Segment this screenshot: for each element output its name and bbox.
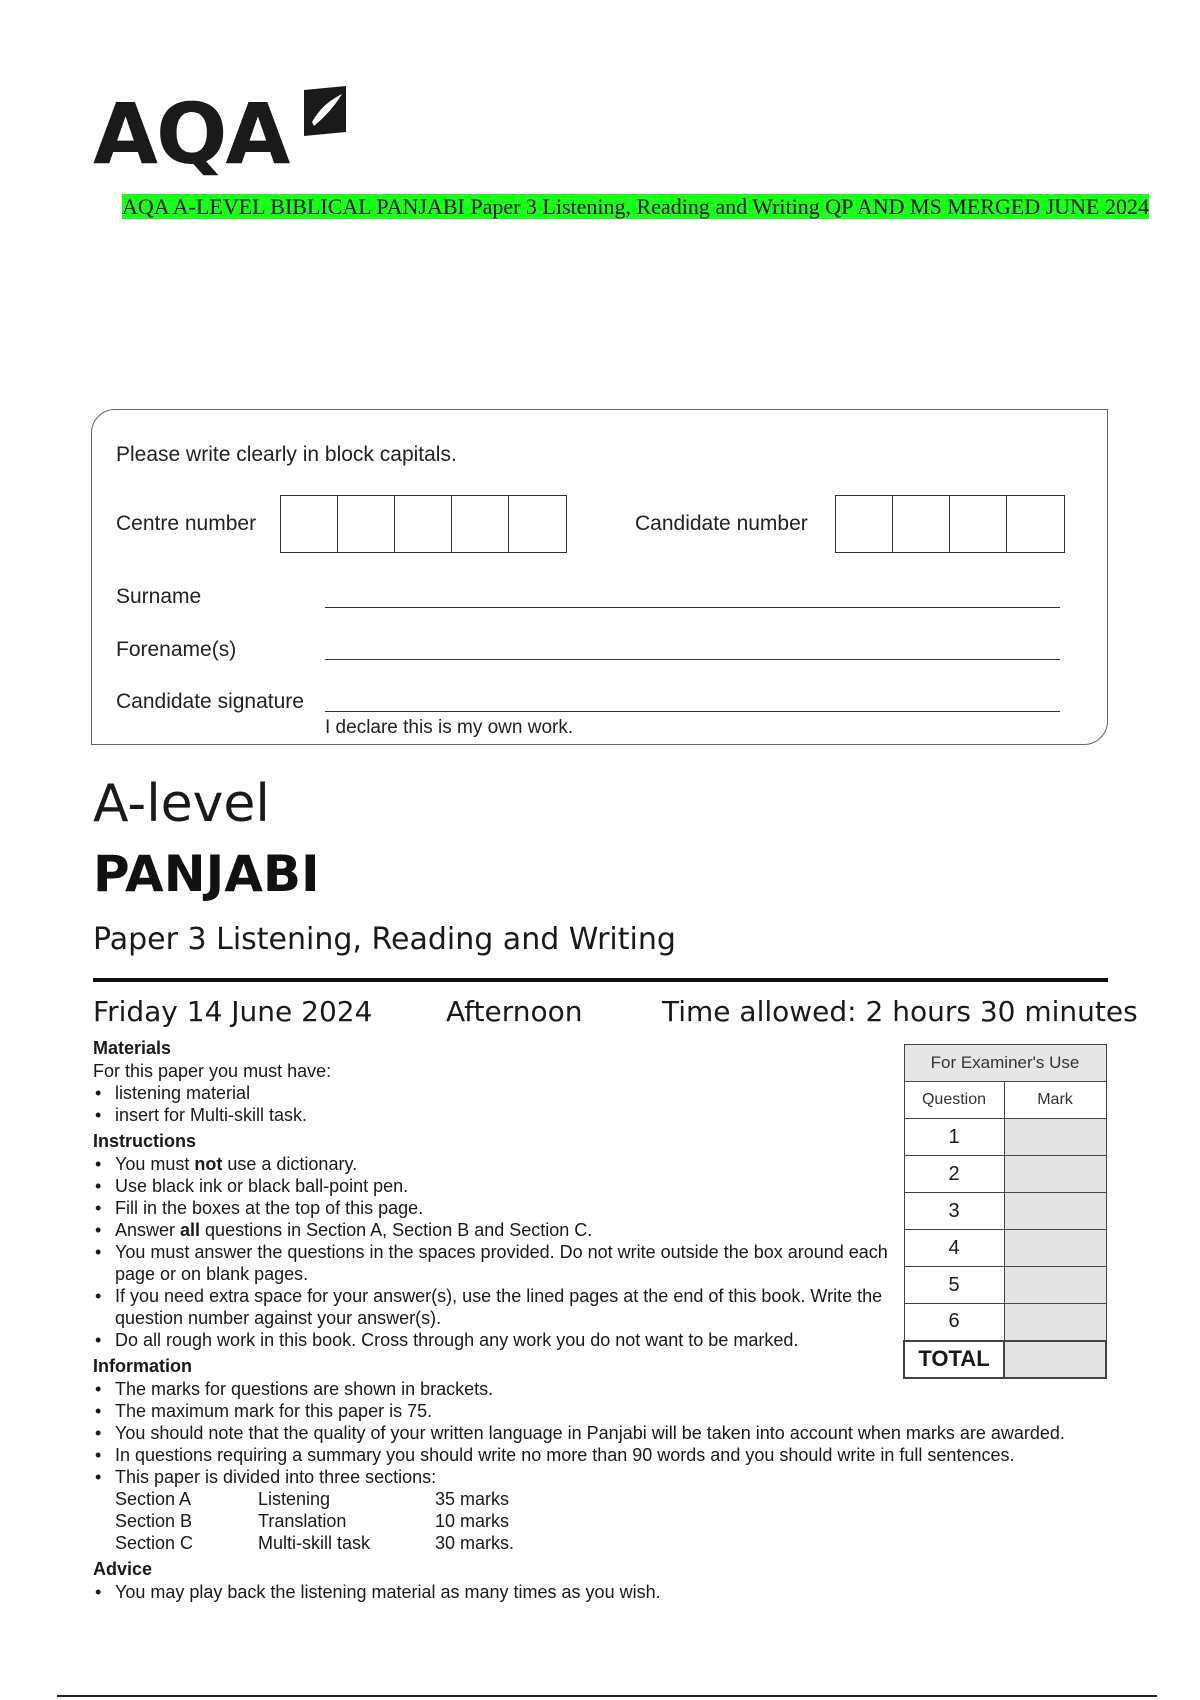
examiner-use-table xyxy=(903,1044,1107,1379)
logo-flag-icon xyxy=(300,86,350,140)
candidate-digit-box[interactable] xyxy=(1007,496,1064,552)
title-divider xyxy=(93,978,1108,982)
table-row xyxy=(904,1193,1106,1230)
section-marks: 30 marks. xyxy=(435,1533,515,1553)
question-column-header: Question xyxy=(904,1082,1004,1119)
exam-session: Afternoon xyxy=(446,995,583,1028)
declaration-text: I declare this is my own work. xyxy=(325,717,574,738)
question-number: 4 xyxy=(904,1230,1004,1267)
section-row xyxy=(115,1510,1153,1532)
materials-intro: For this paper you must have: xyxy=(93,1061,332,1081)
exam-date: Friday 14 June 2024 xyxy=(93,995,373,1028)
item-text: You must xyxy=(115,1154,195,1174)
table-row xyxy=(904,1267,1106,1304)
list-item: • Fill in the boxes at the top of this page. xyxy=(93,1197,893,1219)
candidate-digit-box[interactable] xyxy=(950,496,1007,552)
forename-line[interactable] xyxy=(325,659,1060,660)
information-heading: Information xyxy=(93,1356,192,1376)
section-marks: 10 marks xyxy=(435,1511,510,1531)
emphasis-text: not xyxy=(194,1154,223,1174)
table-row xyxy=(904,1304,1106,1341)
mark-cell xyxy=(1004,1193,1106,1230)
list-item: • Use black ink or black ball-point pen. xyxy=(93,1175,893,1197)
centre-digit-box[interactable] xyxy=(338,496,395,552)
candidate-digit-box[interactable] xyxy=(836,496,893,552)
list-item: • You may play back the listening material as many times as you wish. xyxy=(93,1581,1153,1603)
question-number: 3 xyxy=(904,1193,1004,1230)
question-number: 6 xyxy=(904,1304,1004,1341)
total-row xyxy=(904,1341,1106,1378)
candidate-number-label: Candidate number xyxy=(635,512,808,535)
question-number: 2 xyxy=(904,1156,1004,1193)
mark-cell xyxy=(1004,1156,1106,1193)
surname-label: Surname xyxy=(116,585,202,608)
mark-cell xyxy=(1004,1267,1106,1304)
emphasis-text: all xyxy=(180,1220,201,1240)
list-item: • You must answer the questions in the spaces provided. Do not write outside the box around each page or on blank pages. xyxy=(93,1241,893,1285)
qualification-level: A-level xyxy=(93,774,270,834)
section-row xyxy=(115,1488,1153,1510)
examiner-table-title: For Examiner's Use xyxy=(904,1045,1106,1082)
list-item: • The marks for questions are shown in brackets. xyxy=(93,1378,1153,1400)
total-mark-cell xyxy=(1004,1341,1106,1378)
logo-text: AQA xyxy=(93,85,289,183)
centre-number-boxes[interactable] xyxy=(280,495,567,553)
section-name: Section B xyxy=(115,1511,193,1531)
advice-heading: Advice xyxy=(93,1559,153,1579)
total-label: TOTAL xyxy=(904,1341,1004,1378)
centre-digit-box[interactable] xyxy=(395,496,452,552)
list-item xyxy=(93,1153,893,1175)
section-row xyxy=(115,1532,1153,1554)
materials-heading: Materials xyxy=(93,1038,172,1058)
list-item xyxy=(93,1219,893,1241)
table-row xyxy=(904,1156,1106,1193)
section-name: Section C xyxy=(115,1533,194,1553)
list-item: • In questions requiring a summary you should write no more than 90 words and you should write in full sentences. xyxy=(93,1444,1153,1466)
banner-text: AQA A-LEVEL BIBLICAL PANJABI Paper 3 Listening, Reading and Writing QP AND MS MERGED JUNE 2024 xyxy=(122,194,1149,219)
section-breakdown xyxy=(93,1488,1153,1554)
list-item: • Do all rough work in this book. Cross through any work you do not want to be marked. xyxy=(93,1329,803,1351)
centre-digit-box[interactable] xyxy=(452,496,509,552)
aqa-logo xyxy=(93,86,353,182)
mark-cell xyxy=(1004,1230,1106,1267)
list-item: • The maximum mark for this paper is 75. xyxy=(93,1400,1153,1422)
list-item: • insert for Multi-skill task. xyxy=(93,1104,1153,1126)
signature-label: Candidate signature xyxy=(116,690,304,713)
list-item: • You should note that the quality of your written language in Panjabi will be taken into account when marks are awarded. xyxy=(93,1422,1153,1444)
block-capitals-instruction: Please write clearly in block capitals. xyxy=(116,443,457,466)
section-name: Section A xyxy=(115,1489,192,1509)
question-number: 1 xyxy=(904,1119,1004,1156)
candidate-details-box xyxy=(91,409,1108,745)
list-item: • If you need extra space for your answer(s), use the lined pages at the end of this book. Write the question number against your answer(s). xyxy=(93,1285,913,1329)
information-list xyxy=(93,1378,1153,1488)
centre-digit-box[interactable] xyxy=(281,496,338,552)
signature-line[interactable] xyxy=(325,711,1060,712)
candidate-digit-box[interactable] xyxy=(893,496,950,552)
list-item: • listening material xyxy=(93,1082,1153,1104)
table-row xyxy=(904,1119,1106,1156)
section-task: Listening xyxy=(258,1489,331,1509)
document-banner xyxy=(93,193,1178,220)
mark-cell xyxy=(1004,1304,1106,1341)
surname-line[interactable] xyxy=(325,607,1060,608)
subject-title: PANJABI xyxy=(93,845,320,903)
table-row xyxy=(904,1230,1106,1267)
mark-cell xyxy=(1004,1119,1106,1156)
page-bottom-rule xyxy=(57,1695,1157,1697)
mark-column-header: Mark xyxy=(1004,1082,1106,1119)
centre-digit-box[interactable] xyxy=(509,496,566,552)
section-task: Translation xyxy=(258,1511,347,1531)
item-text: use a dictionary. xyxy=(222,1154,358,1174)
item-text: questions in Section A, Section B and Section C. xyxy=(200,1220,593,1240)
advice-list xyxy=(93,1581,1153,1603)
forename-label: Forename(s) xyxy=(116,638,237,661)
centre-number-label: Centre number xyxy=(116,512,257,535)
question-number: 5 xyxy=(904,1267,1004,1304)
list-item: • This paper is divided into three sections: xyxy=(93,1466,1153,1488)
paper-title: Paper 3 Listening, Reading and Writing xyxy=(93,922,676,957)
candidate-number-boxes[interactable] xyxy=(835,495,1065,553)
instructions-heading: Instructions xyxy=(93,1131,197,1151)
section-marks: 35 marks xyxy=(435,1489,510,1509)
section-task: Multi-skill task xyxy=(258,1533,371,1553)
time-allowed: Time allowed: 2 hours 30 minutes xyxy=(662,995,1138,1028)
item-text: Answer xyxy=(115,1220,181,1240)
